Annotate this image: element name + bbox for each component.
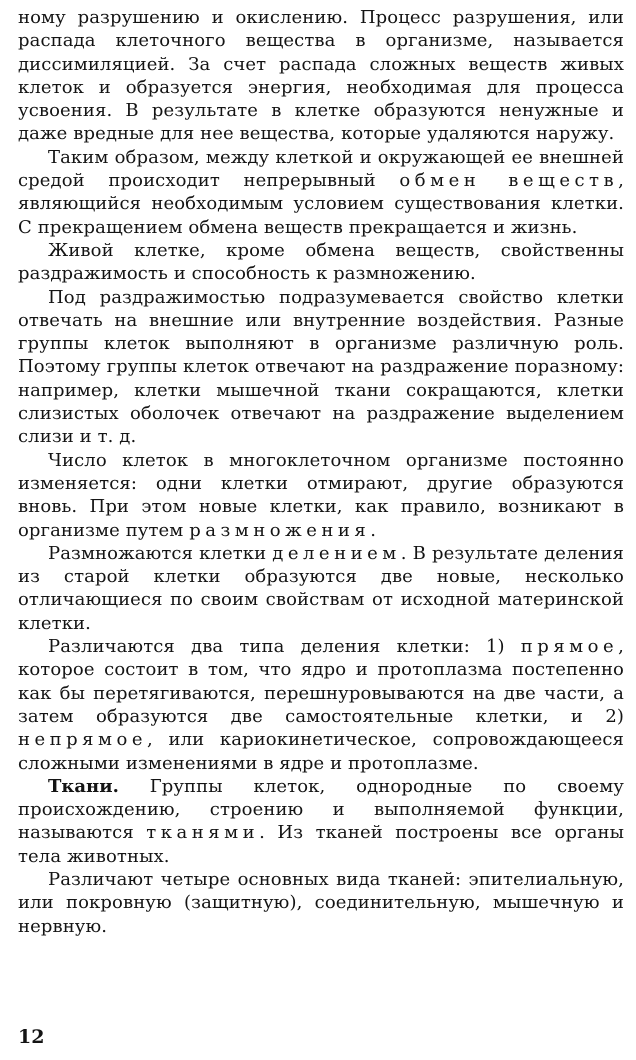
- term-division: делением: [272, 542, 401, 564]
- term-metabolism: обмен веществ: [399, 170, 619, 192]
- paragraph-9: [18, 868, 624, 938]
- paragraph-4: [18, 286, 624, 449]
- paragraph-5: [18, 449, 624, 542]
- p5-text-b: .: [370, 519, 377, 541]
- p4-text: Под раздражимостью подразумевается свойство клетки отвечать на внешние или внутренние воздействия. Разные группы клеток выполняют в организме различную роль. Поэтому группы клеток отвечают на раздражение поразному: например, клетки мышечной ткани сокращаются, клетки слизистых оболочек отвечают на раздражение выделением слизи и т. д.: [18, 286, 624, 448]
- p7-text-b: , которое состоит в том, что ядро и протоплазма постепенно как бы перетягиваются, перешнуровываются на две части, а затем образуются две самостоятельные клетки, и 2): [18, 636, 624, 727]
- page-text: [18, 6, 624, 938]
- paragraph-1: [18, 6, 624, 146]
- paragraph-6: [18, 542, 624, 635]
- p2-text-b: , являющийся необходимым условием существования клетки. С прекращением обмена веществ прекращается и жизнь.: [18, 170, 624, 238]
- page-number: 12: [18, 1026, 45, 1048]
- p8-text-a: Группы клеток, однородные по своему происхождению, строению и выполняемой функции, называются: [18, 775, 624, 844]
- p7-text-c: , или кариокинетическое, сопровождающееся сложными изменениями в ядре и протоплазме.: [18, 729, 624, 774]
- term-direct: прямое: [520, 636, 619, 658]
- term-reproduction: размножения: [189, 519, 371, 541]
- paragraph-2: [18, 146, 624, 239]
- p8-text-b: . Из тканей построены все органы тела животных.: [18, 822, 624, 867]
- section-heading-tissues: Ткани.: [48, 775, 119, 797]
- p6-text-a: Размножаются клетки: [48, 542, 273, 564]
- p6-text-b: . В результате деления из старой клетки образуются две новые, несколько отличающиеся по своим свойствам от исходной материнской клетки.: [18, 542, 624, 634]
- p1-text: ному разрушению и окислению. Процесс разрушения, или распада клеточного вещества в организме, называется диссимиляцией. За счет распада сложных веществ живых клеток и образуется энергия, необходимая для процесса усвоения. В результате в клетке образуются ненужные и даже вредные для нее вещества, которые удаляются наружу.: [18, 7, 624, 145]
- paragraph-8: [18, 775, 624, 868]
- paragraph-3: [18, 239, 624, 286]
- p9-text: Различают четыре основных вида тканей: эпителиальную, или покровную (защитную), соединительную, мышечную и нервную.: [18, 868, 624, 937]
- term-indirect: непрямое: [18, 729, 148, 751]
- paragraph-7: [18, 635, 624, 775]
- p2-text-a: Таким образом, между клеткой и окружающей ее внешней средой происходит непрерывный: [18, 146, 624, 192]
- p3-text: Живой клетке, кроме обмена веществ, свойственны раздражимость и способность к размножению.: [18, 239, 624, 285]
- term-tissues: тканями: [146, 822, 260, 844]
- p5-text-a: Число клеток в многоклеточном организме постоянно изменяется: одни клетки отмирают, другие образуются вновь. При этом новые клетки, как правило, возникают в организме путем: [18, 449, 624, 541]
- p7-text-a: Различаются два типа деления клетки: 1): [48, 636, 521, 658]
